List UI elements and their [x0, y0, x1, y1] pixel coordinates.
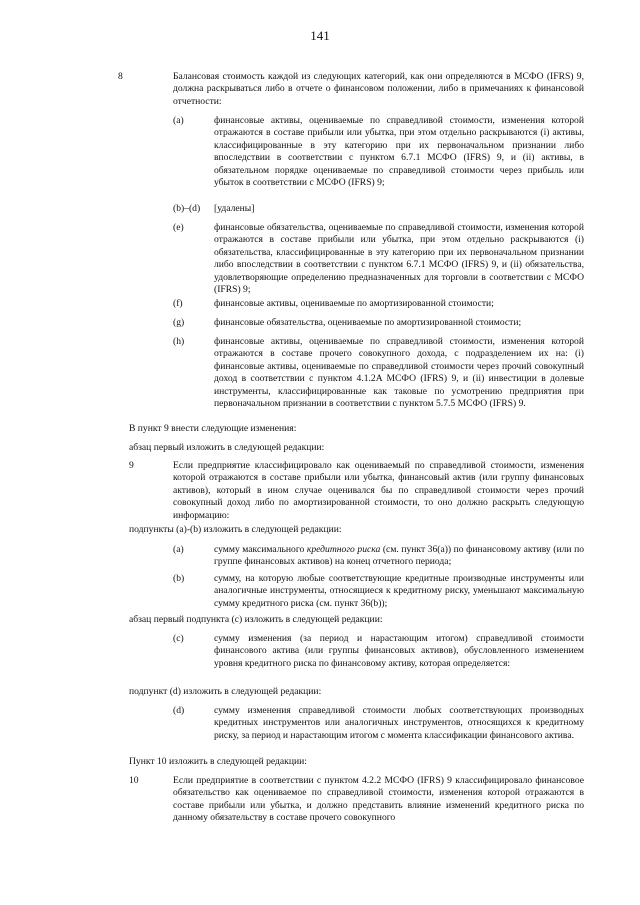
p9-item-d-label: (d) [173, 705, 185, 716]
paragraph-8-number: 8 [118, 71, 123, 82]
instruction-subparagraphs-a-b: подпункты (a)-(b) изложить в следующей редакции: [129, 524, 342, 535]
paragraph-10-number: 10 [129, 775, 139, 786]
instruction-paragraph-10: Пункт 10 изложить в следующей редакции: [129, 756, 307, 767]
paragraph-9-text: Если предприятие классифицировало как оцениваемый по справедливой стоимости, изменения которой отражаются в составе прибыли или убытка, финансовый актив (или группу финансовых активов), который в ином случае оценивался бы по справедливой стоимости через прочий совокупный доход либо по амортизированной стоимости, то оно должно раскрыть следующую информацию: [173, 460, 584, 521]
item-b-d-label: (b)–(d) [173, 203, 201, 214]
page-number: 141 [310, 28, 330, 43]
item-g-text: финансовые обязательства, оцениваемые по амортизированной стоимости; [214, 317, 522, 328]
item-g-label: (g) [173, 317, 185, 328]
item-f-text: финансовые активы, оцениваемые по амортизированной стоимости; [214, 298, 494, 309]
paragraph-10-text: Если предприятие в соответствии с пунктом 4.2.2 МСФО (IFRS) 9 классифицировало финансовое обязательство как оцениваемое по справедливой стоимости, изменения которой отражаются в составе прибыли или убытка, и должно представить влияние изменений кредитного риска по данному обязательству в составе прочего совокупного [173, 775, 584, 824]
instruction-first-paragraph: абзац первый изложить в следующей редакции: [129, 442, 325, 453]
instruction-subparagraph-d: подпункт (d) изложить в следующей редакции: [129, 686, 322, 697]
item-a-label: (a) [173, 115, 184, 126]
item-b-d-text: [удалены] [214, 203, 255, 214]
p9-item-c-text: сумму изменения (за период и нарастающим итогом) справедливой стоимости финансового актива (или группы финансовых активов), обусловленного изменением уровня кредитного риска по финансовому активу, которая определяется: [214, 633, 584, 669]
item-e-label: (e) [173, 222, 184, 233]
paragraph-9-number: 9 [129, 460, 134, 471]
item-a-text: финансовые активы, оцениваемые по справедливой стоимости, изменения которой отражаются в составе прибыли или убытка, при этом отдельно раскрываются (i) активы, классифицированные в эту категорию при их первоначальном признании либо впоследствии в соответствии с пунктом 6.7.1 МСФО (IFRS) 9, и (ii) активы, в обязательном порядке оцениваемые по справедливой стоимости через прибыль или убыток в соответствии с МСФО (IFRS) 9; [214, 115, 584, 189]
item-f-label: (f) [173, 298, 183, 309]
item-h-text: финансовые активы, оцениваемые по справедливой стоимости, изменения которой отражаются в составе прочего совокупного дохода, с подразделением их на: (i) финансовые активы, оцениваемые по справедливой стоимости через прочий совокупный доход в соответствии с пунктом 4.1.2A МСФО (IFRS) 9, и (ii) инвестиции в долевые инструменты, классифицированные как таковые по усмотрению предприятия при первоначальном признании в соответствии с пунктом 5.7.5 МСФО (IFRS) 9. [214, 336, 584, 410]
p9-item-c-label: (c) [173, 633, 184, 644]
p9-item-b-text: сумму, на которую любые соответствующие кредитные производные инструменты или аналогичные инструменты, относящиеся к кредитному риску, уменьшают максимальную сумму кредитного риска (см. пункт 36(b)); [214, 573, 584, 609]
paragraph-8-intro: Балансовая стоимость каждой из следующих категорий, как они определяются в МСФО (IFRS) 9, должна раскрываться либо в отчете о финансовом положении, либо в примечаниях к финансовой отчетности: [173, 71, 584, 107]
p9-item-a-text: сумму максимального кредитного риска (см. пункт 36(a)) по финансовому активу (или по группе финансовых активов) на конец отчетного периода; [214, 544, 584, 568]
instruction-paragraph-9: В пункт 9 внести следующие изменения: [129, 423, 297, 434]
p9-item-a-label: (a) [173, 544, 184, 555]
instruction-subparagraph-c: абзац первый подпункта (c) изложить в следующей редакции: [129, 614, 383, 625]
credit-risk-term: кредитного риска [306, 544, 381, 555]
p9-item-d-text: сумму изменения справедливой стоимости любых соответствующих производных кредитных инструментов или аналогичных инструментов, относящихся к кредитному риску, за период и нарастающим итогом с момента классификации финансового актива. [214, 705, 584, 741]
item-e-text: финансовые обязательства, оцениваемые по справедливой стоимости, изменения которой отражаются в составе прибыли или убытка, при этом отдельно раскрываются (i) обязательства, классифицированные в эту категорию при их первоначальном признании либо впоследствии в соответствии с пунктом 6.7.1 МСФО (IFRS) 9, и (ii) обязательства, удовлетворяющие определению предназначенных для торговли в соответствии с МСФО (IFRS) 9; [214, 222, 584, 296]
p9-item-b-label: (b) [173, 573, 185, 584]
item-h-label: (h) [173, 336, 185, 347]
